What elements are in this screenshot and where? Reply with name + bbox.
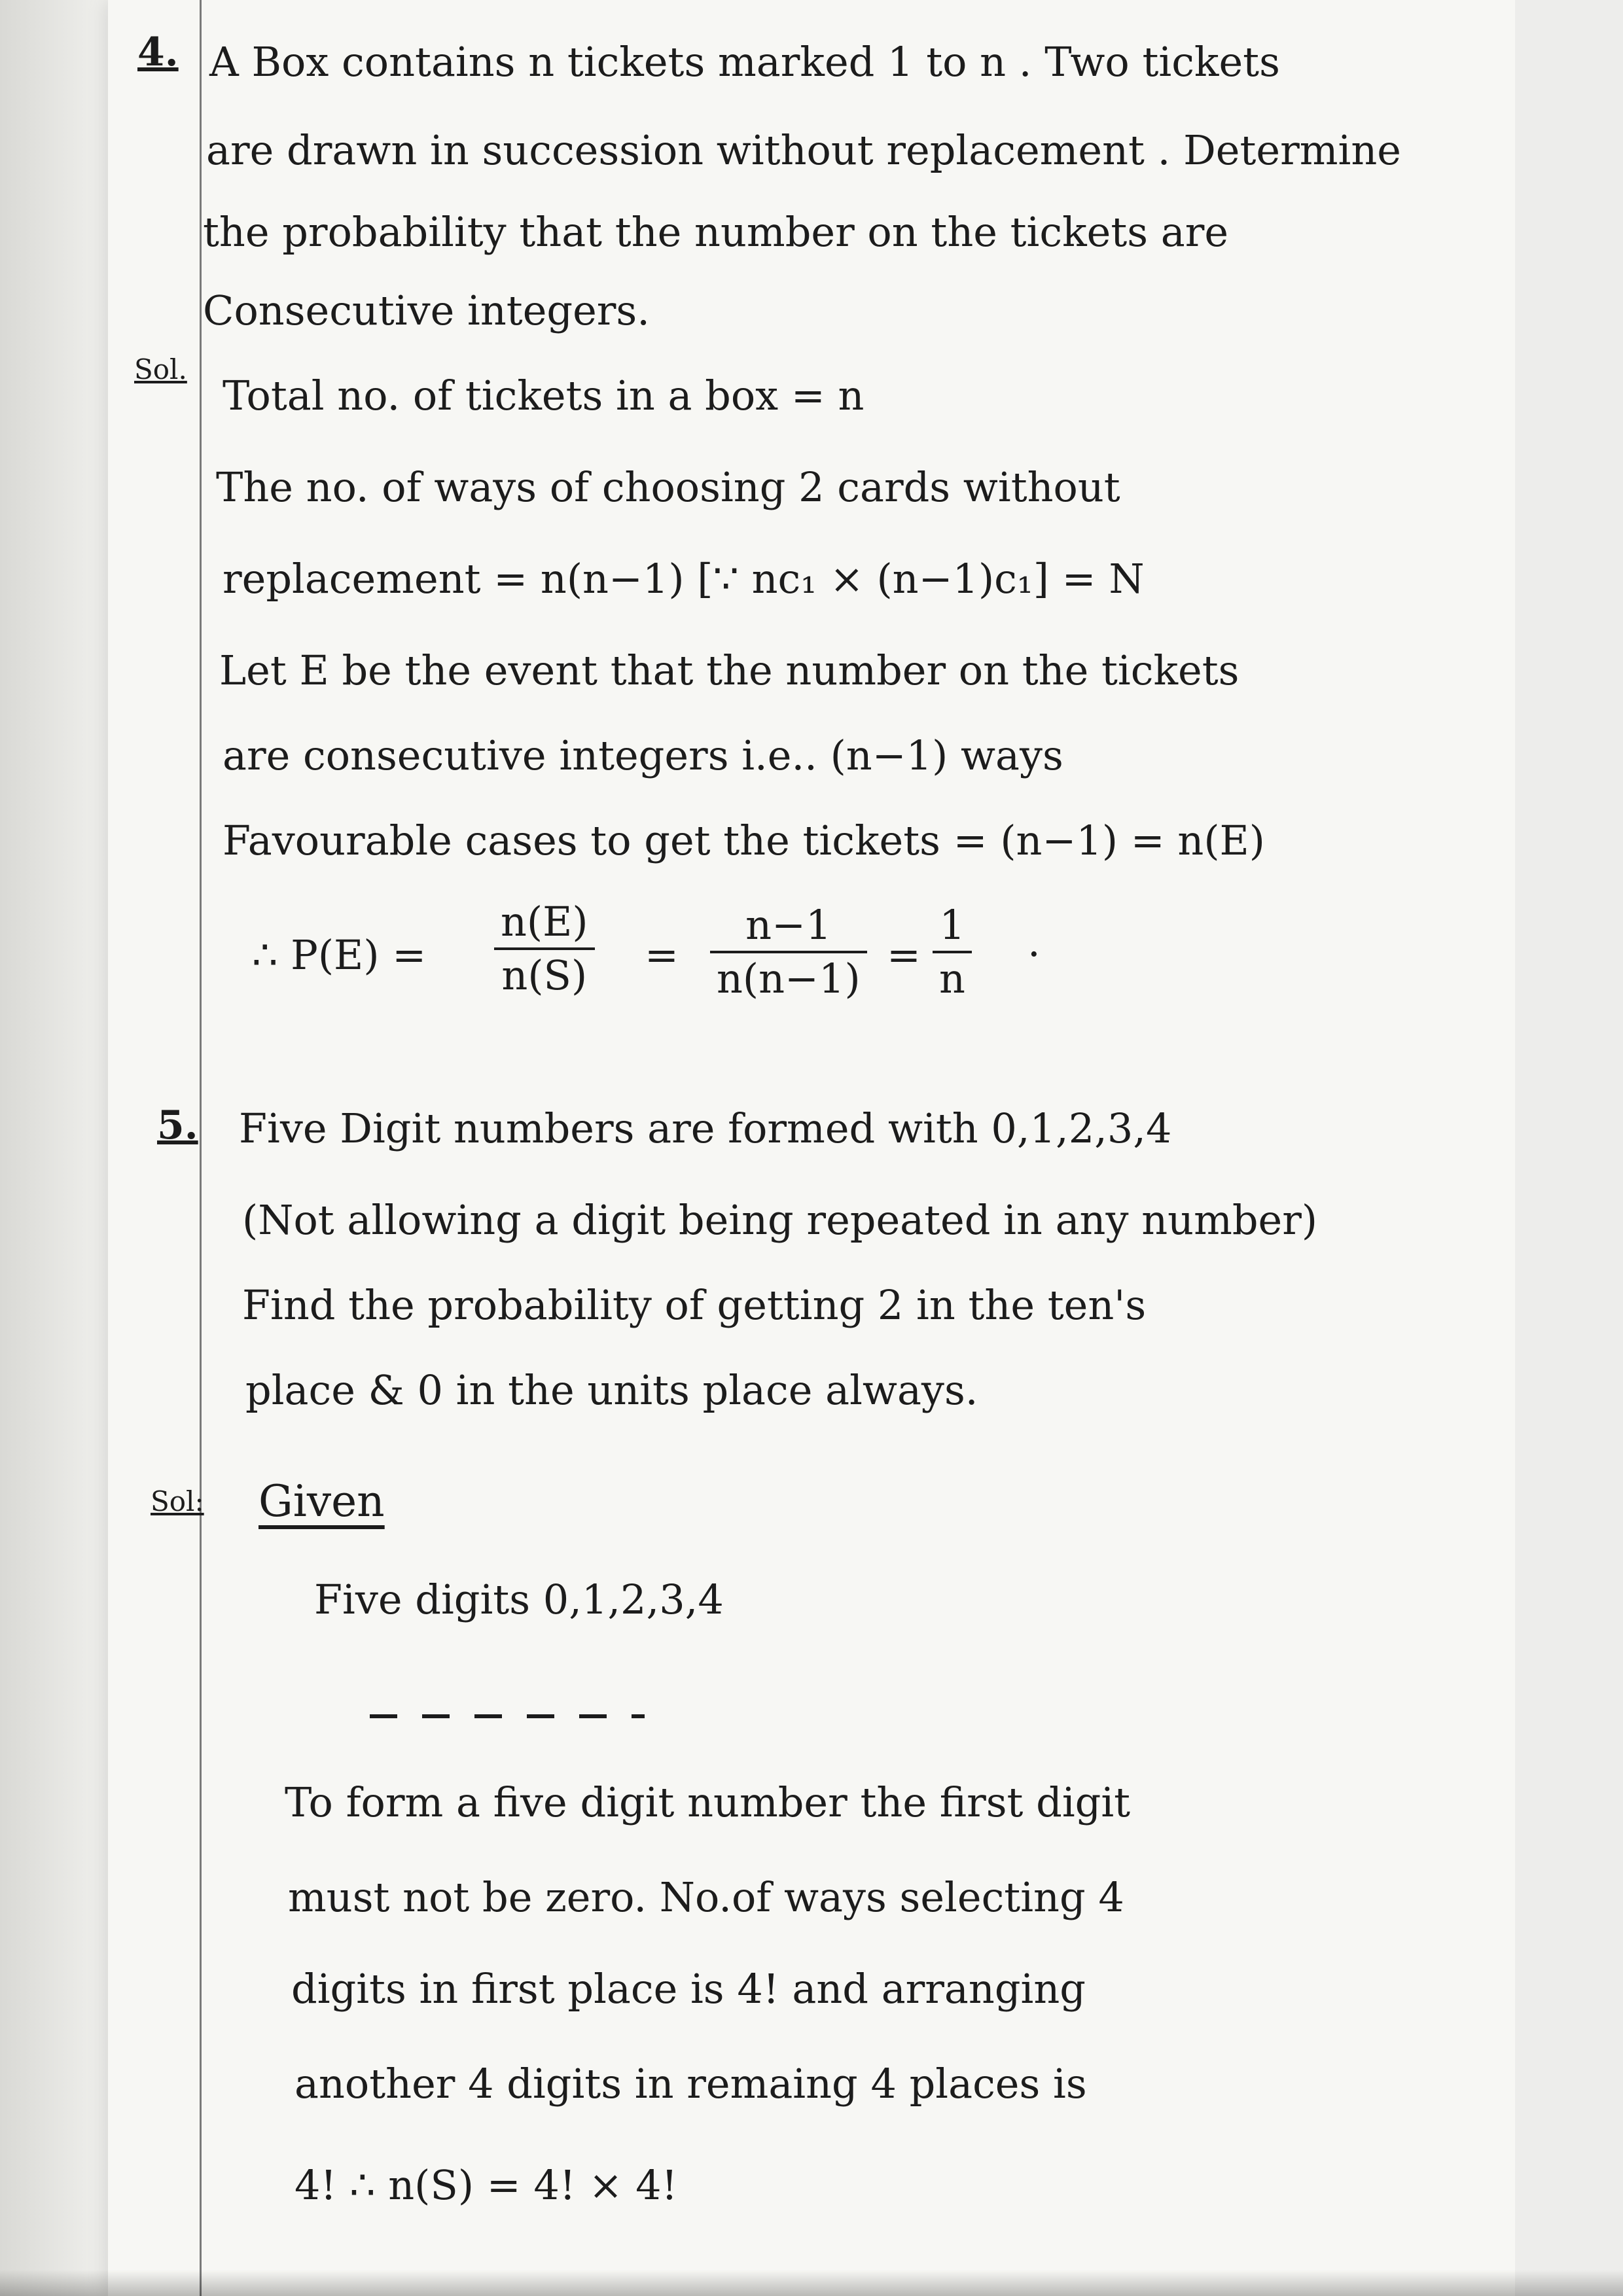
solution-4-line-5: are consecutive integers i.e.. (n−1) ways <box>223 732 1063 779</box>
solution-5-line-1: Five digits 0,1,2,3,4 <box>314 1576 724 1623</box>
solution-5-line-3: must not be zero. No.of ways selecting 4 <box>288 1873 1124 1921</box>
equals-2: = <box>887 931 921 979</box>
question-4-line-1: A Box contains n tickets marked 1 to n . Two tickets <box>209 38 1280 86</box>
solution-4-line-3: replacement = n(n−1) [∵ nc₁ × (n−1)c₁] = N <box>223 555 1145 603</box>
fraction-nE-over-nS <box>494 896 595 1001</box>
question-5-line-1: Five Digit numbers are formed with 0,1,2,3,4 <box>239 1104 1172 1152</box>
solution-5-line-2: To form a five digit number the first digit <box>285 1778 1131 1826</box>
solution-4-line-2: The no. of ways of choosing 2 cards without <box>216 463 1120 511</box>
fraction-2-numerator: n−1 <box>745 901 832 949</box>
fraction-3-numerator: 1 <box>939 901 965 949</box>
solution-4-line-6: Favourable cases to get the tickets = (n−1) = n(E) <box>223 817 1265 864</box>
solution-5-line-4: digits in first place is 4! and arranging <box>291 1965 1086 2013</box>
solution-5-line-6: 4! ∴ n(S) = 4! × 4! <box>294 2161 678 2209</box>
given-heading: Given <box>259 1476 385 1527</box>
solution-5-marker: Sol: <box>151 1485 204 1517</box>
question-5-line-2: (Not allowing a digit being repeated in any number) <box>242 1196 1318 1244</box>
question-4-number: 4. <box>137 29 179 75</box>
photo-bottom-shadow <box>0 2270 1623 2296</box>
question-4-line-4: Consecutive integers. <box>203 287 650 334</box>
question-4-line-2: are drawn in succession without replacement . Determine <box>206 126 1401 174</box>
fraction-1-denominator: n(S) <box>501 951 588 999</box>
page-shadow-left <box>0 0 108 2296</box>
solution-4-line-4: Let E be the event that the number on the tickets <box>219 646 1240 694</box>
page-edge-right <box>1515 0 1623 2296</box>
fraction-n-minus-1-over-n-n-minus-1 <box>710 900 867 1004</box>
question-4-line-3: the probability that the number on the tickets are <box>203 208 1229 256</box>
fraction-1-numerator: n(E) <box>501 898 588 945</box>
blank-place-dashes <box>370 1714 645 1718</box>
question-5-line-3: Find the probability of getting 2 in the ten's <box>242 1281 1147 1329</box>
fraction-3-denominator: n <box>939 955 965 1002</box>
fraction-2-denominator: n(n−1) <box>717 955 861 1002</box>
question-5-line-4: place & 0 in the units place always. <box>245 1366 978 1414</box>
solution-4-line-1: Total no. of tickets in a box = n <box>223 372 865 419</box>
fraction-1-over-n <box>933 900 972 1004</box>
probability-tail: . <box>1027 918 1041 966</box>
solution-5-line-5: another 4 digits in remaing 4 places is <box>294 2060 1087 2108</box>
solution-4-marker: Sol. <box>134 353 187 385</box>
equals-1: = <box>645 931 679 979</box>
question-5-number: 5. <box>157 1103 198 1148</box>
probability-lead: ∴ P(E) = <box>252 931 427 979</box>
margin-line <box>200 0 202 2296</box>
